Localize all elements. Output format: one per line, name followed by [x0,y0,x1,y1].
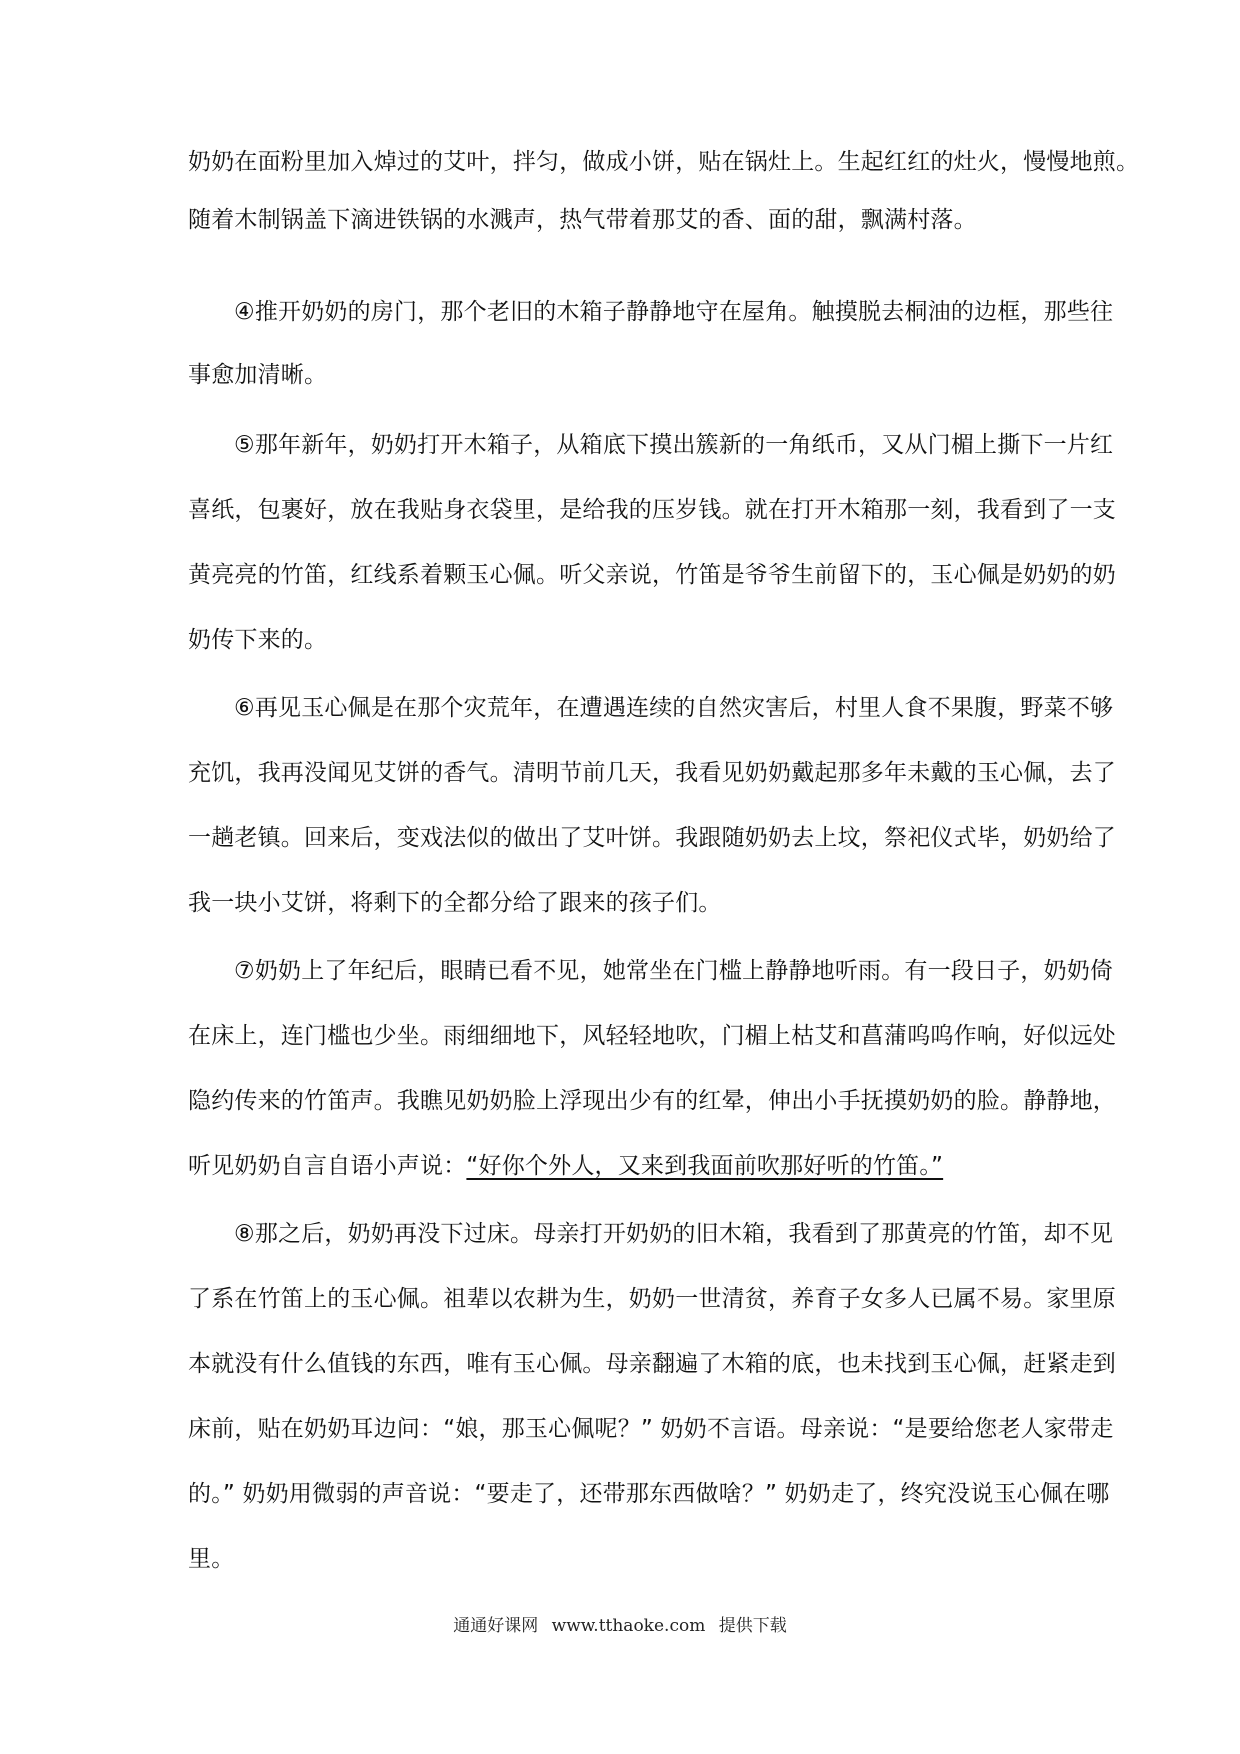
paragraph-5-line: ⑤那年新年，奶奶打开木箱子，从箱底下摸出簇新的一角纸币，又从门楣上撕下一片红 [234,432,1114,458]
quote-lead-text: 听见奶奶自言自语小声说： [188,1153,467,1179]
paragraph-line: 奶传下来的。 [188,627,328,653]
paragraph-line: 了系在竹笛上的玉心佩。祖辈以农耕为生，奶奶一世清贫，养育子女多人已属不易。家里原 [188,1286,1116,1312]
paragraph-line: 床前，贴在奶奶耳边问：“娘，那玉心佩呢？” 奶奶不言语。母亲说：“是要给您老人家带走 [188,1416,1114,1442]
footer-site-name: 通通好课网 [453,1616,539,1636]
paragraph-line: 随着木制锅盖下滴进铁锅的水溅声，热气带着那艾的香、面的甜，飘满村落。 [188,207,977,233]
paragraph-line: 在床上，连门槛也少坐。雨细细地下，风轻轻地吹，门楣上枯艾和菖蒲呜呜作响，好似远处 [188,1023,1116,1049]
paragraph-line: 的。” 奶奶用微弱的声音说：“要走了，还带那东西做啥？” 奶奶走了，终究没说玉心佩在哪 [188,1481,1110,1507]
paragraph-line: 充饥，我再没闻见艾饼的香气。清明节前几天，我看见奶奶戴起那多年未戴的玉心佩，去了 [188,760,1116,786]
paragraph-line: 一趟老镇。回来后，变戏法似的做出了艾叶饼。我跟随奶奶去上坟，祭祀仪式毕，奶奶给了 [188,825,1116,851]
page-footer [0,1612,1240,1640]
paragraph-6-line: ⑥再见玉心佩是在那个灾荒年，在遭遇连续的自然灾害后，村里人食不果腹，野菜不够 [234,695,1114,721]
footer-suffix: 提供下载 [718,1616,787,1636]
paragraph-line: 奶奶在面粉里加入焯过的艾叶，拌匀，做成小饼，贴在锅灶上。生起红红的灶火，慢慢地煎。 [188,149,1140,175]
paragraph-line: 我一块小艾饼，将剩下的全都分给了跟来的孩子们。 [188,890,722,916]
paragraph-7-line: ⑦奶奶上了年纪后，眼睛已看不见，她常坐在门槛上静静地听雨。有一段日子，奶奶倚 [234,958,1114,984]
paragraph-line: 喜纸，包裹好，放在我贴身衣袋里，是给我的压岁钱。就在打开木箱那一刻，我看到了一支 [188,497,1116,523]
paragraph-4-line: ④推开奶奶的房门，那个老旧的木箱子静静地守在屋角。触摸脱去桐油的边框，那些往 [234,299,1114,325]
underlined-quote: “好你个外人，又来到我面前吹那好听的竹笛。” [466,1153,944,1179]
paragraph-line: 事愈加清晰。 [188,362,328,388]
paragraph-line: 黄亮亮的竹笛，红线系着颗玉心佩。听父亲说，竹笛是爷爷生前留下的，玉心佩是奶奶的奶 [188,562,1116,588]
footer-url: www.tthaoke.com [551,1616,706,1636]
paragraph-line: 隐约传来的竹笛声。我瞧见奶奶脸上浮现出少有的红晕，伸出小手抚摸奶奶的脸。静静地， [188,1088,1116,1114]
paragraph-line: 里。 [188,1546,235,1572]
paragraph-line: 本就没有什么值钱的东西，唯有玉心佩。母亲翻遍了木箱的底，也未找到玉心佩，赶紧走到 [188,1351,1116,1377]
paragraph-line [188,1146,1068,1186]
paragraph-8-line: ⑧那之后，奶奶再没下过床。母亲打开奶奶的旧木箱，我看到了那黄亮的竹笛，却不见 [234,1221,1114,1247]
